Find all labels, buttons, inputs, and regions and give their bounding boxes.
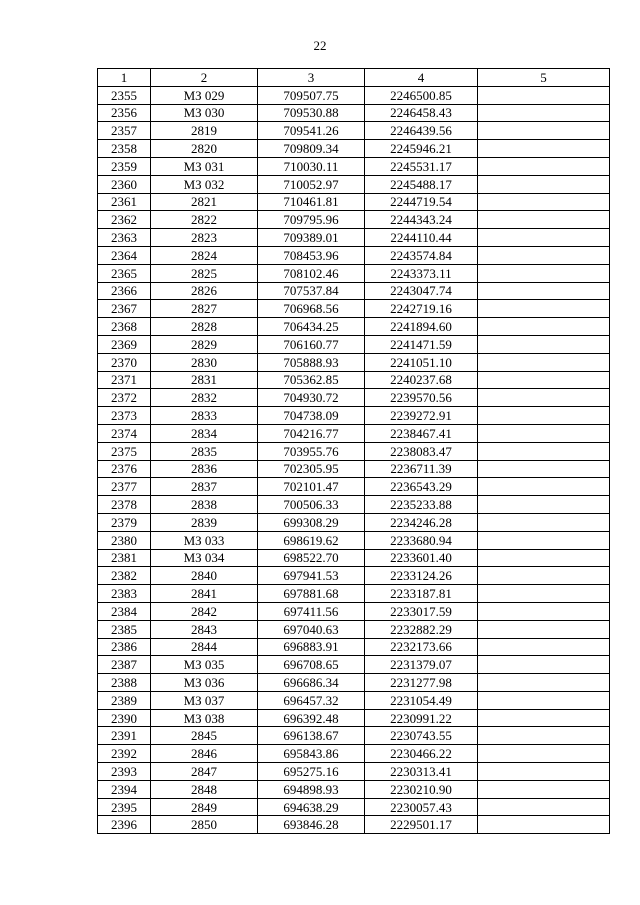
table-cell-col-2: 2819 [151, 122, 258, 140]
table-row [98, 442, 610, 460]
table-cell-col-3: 710052.97 [258, 175, 365, 193]
table-cell-col-1: 2387 [98, 656, 151, 674]
table-cell-col-5 [478, 531, 610, 549]
table-cell-col-2: 2845 [151, 727, 258, 745]
table-row [98, 798, 610, 816]
table-cell-col-2: 2849 [151, 798, 258, 816]
table-cell-col-4: 2243574.84 [365, 246, 478, 264]
table-cell-col-5 [478, 513, 610, 531]
table-cell-col-2: 2831 [151, 371, 258, 389]
table-cell-col-2: 2847 [151, 763, 258, 781]
column-header-4: 4 [365, 69, 478, 87]
table-row [98, 656, 610, 674]
table-cell-col-5 [478, 318, 610, 336]
table-cell-col-2: 2833 [151, 407, 258, 425]
table-cell-col-2: 2820 [151, 140, 258, 158]
table-cell-col-2: 2844 [151, 638, 258, 656]
table-cell-col-1: 2362 [98, 211, 151, 229]
table-cell-col-3: 696708.65 [258, 656, 365, 674]
table-cell-col-2: МЗ 038 [151, 709, 258, 727]
table-cell-col-3: 709809.34 [258, 140, 365, 158]
table-row [98, 513, 610, 531]
table-cell-col-5 [478, 122, 610, 140]
table-cell-col-2: МЗ 034 [151, 549, 258, 567]
table-cell-col-1: 2360 [98, 175, 151, 193]
table-cell-col-1: 2388 [98, 674, 151, 692]
table-cell-col-4: 2236543.29 [365, 478, 478, 496]
table-cell-col-2: 2822 [151, 211, 258, 229]
table-row [98, 86, 610, 104]
table-row [98, 496, 610, 514]
table-cell-col-3: 708453.96 [258, 246, 365, 264]
table-cell-col-2: 2841 [151, 585, 258, 603]
table-cell-col-5 [478, 496, 610, 514]
table-cell-col-1: 2389 [98, 691, 151, 709]
table-cell-col-4: 2244719.54 [365, 193, 478, 211]
table-cell-col-5 [478, 246, 610, 264]
table-cell-col-5 [478, 656, 610, 674]
table-cell-col-5 [478, 727, 610, 745]
table-cell-col-4: 2233124.26 [365, 567, 478, 585]
table-cell-col-1: 2393 [98, 763, 151, 781]
table-cell-col-3: 697941.53 [258, 567, 365, 585]
table-cell-col-1: 2380 [98, 531, 151, 549]
table-row [98, 140, 610, 158]
table-cell-col-3: 696392.48 [258, 709, 365, 727]
table-row [98, 674, 610, 692]
table-cell-col-1: 2361 [98, 193, 151, 211]
table-cell-col-4: 2241471.59 [365, 335, 478, 353]
table-cell-col-4: 2246458.43 [365, 104, 478, 122]
table-cell-col-5 [478, 780, 610, 798]
table-cell-col-2: 2824 [151, 246, 258, 264]
table-cell-col-1: 2371 [98, 371, 151, 389]
table-cell-col-4: 2245946.21 [365, 140, 478, 158]
table-cell-col-1: 2363 [98, 229, 151, 247]
table-cell-col-5 [478, 585, 610, 603]
table-cell-col-3: 702101.47 [258, 478, 365, 496]
table-cell-col-1: 2377 [98, 478, 151, 496]
table-cell-col-3: 705362.85 [258, 371, 365, 389]
table-cell-col-1: 2370 [98, 353, 151, 371]
table-cell-col-3: 698522.70 [258, 549, 365, 567]
table-cell-col-1: 2375 [98, 442, 151, 460]
table-cell-col-5 [478, 300, 610, 318]
table-row [98, 549, 610, 567]
table-cell-col-1: 2359 [98, 157, 151, 175]
table-cell-col-5 [478, 407, 610, 425]
table-row [98, 567, 610, 585]
table-cell-col-2: 2832 [151, 389, 258, 407]
table-row [98, 602, 610, 620]
table-row [98, 371, 610, 389]
table-cell-col-5 [478, 389, 610, 407]
table-row [98, 122, 610, 140]
table-cell-col-2: МЗ 031 [151, 157, 258, 175]
table-cell-col-5 [478, 335, 610, 353]
table-row [98, 353, 610, 371]
column-header-1: 1 [98, 69, 151, 87]
table-row [98, 745, 610, 763]
table-cell-col-2: 2838 [151, 496, 258, 514]
table-cell-col-5 [478, 460, 610, 478]
table-cell-col-2: 2839 [151, 513, 258, 531]
table-row [98, 157, 610, 175]
table-cell-col-5 [478, 567, 610, 585]
table-row [98, 424, 610, 442]
table-cell-col-4: 2231277.98 [365, 674, 478, 692]
table-cell-col-4: 2233187.81 [365, 585, 478, 603]
table-cell-col-4: 2246500.85 [365, 86, 478, 104]
table-cell-col-3: 706160.77 [258, 335, 365, 353]
table-cell-col-5 [478, 478, 610, 496]
table-cell-col-1: 2392 [98, 745, 151, 763]
table-row [98, 300, 610, 318]
table-cell-col-3: 696457.32 [258, 691, 365, 709]
table-cell-col-2: 2835 [151, 442, 258, 460]
table-cell-col-5 [478, 798, 610, 816]
table-cell-col-3: 697040.63 [258, 620, 365, 638]
table-cell-col-1: 2355 [98, 86, 151, 104]
table-cell-col-5 [478, 638, 610, 656]
table-cell-col-1: 2367 [98, 300, 151, 318]
table-cell-col-5 [478, 175, 610, 193]
table-body [98, 86, 610, 833]
table-cell-col-1: 2378 [98, 496, 151, 514]
table-cell-col-3: 705888.93 [258, 353, 365, 371]
table-cell-col-3: 702305.95 [258, 460, 365, 478]
table-cell-col-2: 2829 [151, 335, 258, 353]
table-cell-col-3: 709389.01 [258, 229, 365, 247]
table-cell-col-3: 695275.16 [258, 763, 365, 781]
table-cell-col-5 [478, 424, 610, 442]
table-cell-col-5 [478, 763, 610, 781]
table-cell-col-3: 707537.84 [258, 282, 365, 300]
table-cell-col-4: 2246439.56 [365, 122, 478, 140]
table-cell-col-4: 2244343.24 [365, 211, 478, 229]
table-cell-col-3: 699308.29 [258, 513, 365, 531]
table-cell-col-1: 2369 [98, 335, 151, 353]
table-cell-col-4: 2242719.16 [365, 300, 478, 318]
table-cell-col-1: 2385 [98, 620, 151, 638]
table-cell-col-3: 695843.86 [258, 745, 365, 763]
table-cell-col-3: 709507.75 [258, 86, 365, 104]
table-cell-col-3: 703955.76 [258, 442, 365, 460]
table-cell-col-5 [478, 745, 610, 763]
table-cell-col-3: 706968.56 [258, 300, 365, 318]
table-cell-col-4: 2229501.17 [365, 816, 478, 834]
table-cell-col-2: МЗ 036 [151, 674, 258, 692]
table-row [98, 318, 610, 336]
table-cell-col-5 [478, 86, 610, 104]
table-cell-col-4: 2232882.29 [365, 620, 478, 638]
table-cell-col-2: МЗ 033 [151, 531, 258, 549]
table-cell-col-2: 2828 [151, 318, 258, 336]
table-cell-col-5 [478, 674, 610, 692]
table-cell-col-5 [478, 602, 610, 620]
table-cell-col-4: 2241894.60 [365, 318, 478, 336]
table-cell-col-2: МЗ 030 [151, 104, 258, 122]
table-cell-col-5 [478, 620, 610, 638]
table-cell-col-3: 697411.56 [258, 602, 365, 620]
table-cell-col-2: МЗ 037 [151, 691, 258, 709]
table-cell-col-4: 2239570.56 [365, 389, 478, 407]
table-cell-col-5 [478, 211, 610, 229]
table-row [98, 246, 610, 264]
table-row [98, 407, 610, 425]
table-cell-col-4: 2233017.59 [365, 602, 478, 620]
column-header-3: 3 [258, 69, 365, 87]
table-cell-col-2: 2821 [151, 193, 258, 211]
table-cell-col-3: 698619.62 [258, 531, 365, 549]
table-cell-col-3: 696883.91 [258, 638, 365, 656]
table-cell-col-1: 2382 [98, 567, 151, 585]
table-row [98, 816, 610, 834]
table-cell-col-3: 710030.11 [258, 157, 365, 175]
table-cell-col-3: 694638.29 [258, 798, 365, 816]
table-cell-col-1: 2373 [98, 407, 151, 425]
table-cell-col-3: 704738.09 [258, 407, 365, 425]
table-row [98, 389, 610, 407]
table-cell-col-5 [478, 549, 610, 567]
table-cell-col-2: 2837 [151, 478, 258, 496]
table-cell-col-2: МЗ 029 [151, 86, 258, 104]
table-cell-col-4: 2241051.10 [365, 353, 478, 371]
table-cell-col-4: 2230210.90 [365, 780, 478, 798]
table-cell-col-2: 2836 [151, 460, 258, 478]
table-cell-col-3: 700506.33 [258, 496, 365, 514]
table-cell-col-5 [478, 264, 610, 282]
table-cell-col-4: 2243373.11 [365, 264, 478, 282]
table-cell-col-5 [478, 353, 610, 371]
table-cell-col-4: 2236711.39 [365, 460, 478, 478]
table-row [98, 211, 610, 229]
table-row [98, 780, 610, 798]
table-cell-col-4: 2230466.22 [365, 745, 478, 763]
table-cell-col-4: 2230057.43 [365, 798, 478, 816]
table-cell-col-2: 2846 [151, 745, 258, 763]
table-cell-col-5 [478, 157, 610, 175]
table-cell-col-4: 2233601.40 [365, 549, 478, 567]
table-cell-col-1: 2376 [98, 460, 151, 478]
table-cell-col-4: 2244110.44 [365, 229, 478, 247]
table-row [98, 264, 610, 282]
table-row [98, 104, 610, 122]
table-cell-col-4: 2231379.07 [365, 656, 478, 674]
table-row [98, 763, 610, 781]
table-cell-col-2: 2850 [151, 816, 258, 834]
table-cell-col-3: 704930.72 [258, 389, 365, 407]
table-cell-col-3: 694898.93 [258, 780, 365, 798]
table-cell-col-3: 696138.67 [258, 727, 365, 745]
table-cell-col-1: 2374 [98, 424, 151, 442]
table-row [98, 282, 610, 300]
table-cell-col-1: 2386 [98, 638, 151, 656]
table-cell-col-5 [478, 371, 610, 389]
table-cell-col-4: 2230991.22 [365, 709, 478, 727]
table-cell-col-4: 2230743.55 [365, 727, 478, 745]
table-row [98, 531, 610, 549]
table-cell-col-5 [478, 442, 610, 460]
table-cell-col-4: 2238083.47 [365, 442, 478, 460]
table-cell-col-2: 2842 [151, 602, 258, 620]
table-row [98, 727, 610, 745]
table-cell-col-4: 2230313.41 [365, 763, 478, 781]
table-cell-col-5 [478, 140, 610, 158]
table-cell-col-3: 697881.68 [258, 585, 365, 603]
page-number: 22 [313, 38, 327, 53]
table-cell-col-5 [478, 816, 610, 834]
coordinates-table [97, 68, 610, 834]
table-cell-col-5 [478, 709, 610, 727]
table-cell-col-1: 2365 [98, 264, 151, 282]
table-cell-col-2: 2826 [151, 282, 258, 300]
table-cell-col-3: 704216.77 [258, 424, 365, 442]
column-header-5: 5 [478, 69, 610, 87]
table-cell-col-4: 2233680.94 [365, 531, 478, 549]
table-row [98, 638, 610, 656]
table-cell-col-4: 2231054.49 [365, 691, 478, 709]
table-row [98, 478, 610, 496]
table-cell-col-5 [478, 193, 610, 211]
table-cell-col-1: 2390 [98, 709, 151, 727]
table-row [98, 175, 610, 193]
table-cell-col-3: 710461.81 [258, 193, 365, 211]
table-cell-col-1: 2384 [98, 602, 151, 620]
table-cell-col-1: 2372 [98, 389, 151, 407]
table-cell-col-3: 709530.88 [258, 104, 365, 122]
table-cell-col-1: 2396 [98, 816, 151, 834]
table-cell-col-2: 2830 [151, 353, 258, 371]
table-cell-col-5 [478, 229, 610, 247]
table-cell-col-1: 2368 [98, 318, 151, 336]
table-cell-col-1: 2379 [98, 513, 151, 531]
table-cell-col-2: МЗ 032 [151, 175, 258, 193]
table-cell-col-1: 2395 [98, 798, 151, 816]
table-cell-col-4: 2232173.66 [365, 638, 478, 656]
table-cell-col-2: 2825 [151, 264, 258, 282]
table-cell-col-1: 2356 [98, 104, 151, 122]
table-cell-col-4: 2239272.91 [365, 407, 478, 425]
table-cell-col-2: 2834 [151, 424, 258, 442]
table-cell-col-1: 2358 [98, 140, 151, 158]
table-cell-col-4: 2245488.17 [365, 175, 478, 193]
table-cell-col-4: 2234246.28 [365, 513, 478, 531]
table-cell-col-1: 2366 [98, 282, 151, 300]
table-cell-col-3: 709541.26 [258, 122, 365, 140]
table-cell-col-5 [478, 691, 610, 709]
table-row [98, 460, 610, 478]
table-cell-col-2: МЗ 035 [151, 656, 258, 674]
table-cell-col-4: 2245531.17 [365, 157, 478, 175]
table-row [98, 193, 610, 211]
table-row [98, 229, 610, 247]
table-row [98, 691, 610, 709]
table-cell-col-3: 696686.34 [258, 674, 365, 692]
table-cell-col-2: 2823 [151, 229, 258, 247]
table-cell-col-2: 2840 [151, 567, 258, 585]
table-cell-col-4: 2243047.74 [365, 282, 478, 300]
table-cell-col-5 [478, 104, 610, 122]
table-cell-col-3: 708102.46 [258, 264, 365, 282]
table-cell-col-1: 2357 [98, 122, 151, 140]
table-cell-col-1: 2383 [98, 585, 151, 603]
table-row [98, 620, 610, 638]
table-cell-col-2: 2843 [151, 620, 258, 638]
table-cell-col-1: 2364 [98, 246, 151, 264]
column-header-2: 2 [151, 69, 258, 87]
table-cell-col-2: 2848 [151, 780, 258, 798]
table-cell-col-1: 2394 [98, 780, 151, 798]
table-header-row [98, 69, 610, 87]
table-row [98, 335, 610, 353]
table-cell-col-4: 2240237.68 [365, 371, 478, 389]
table-cell-col-2: 2827 [151, 300, 258, 318]
table-cell-col-3: 706434.25 [258, 318, 365, 336]
table-cell-col-4: 2238467.41 [365, 424, 478, 442]
table-cell-col-5 [478, 282, 610, 300]
table-row [98, 585, 610, 603]
table-row [98, 709, 610, 727]
table-cell-col-4: 2235233.88 [365, 496, 478, 514]
table-cell-col-1: 2381 [98, 549, 151, 567]
table-cell-col-3: 693846.28 [258, 816, 365, 834]
table-cell-col-3: 709795.96 [258, 211, 365, 229]
table-cell-col-1: 2391 [98, 727, 151, 745]
